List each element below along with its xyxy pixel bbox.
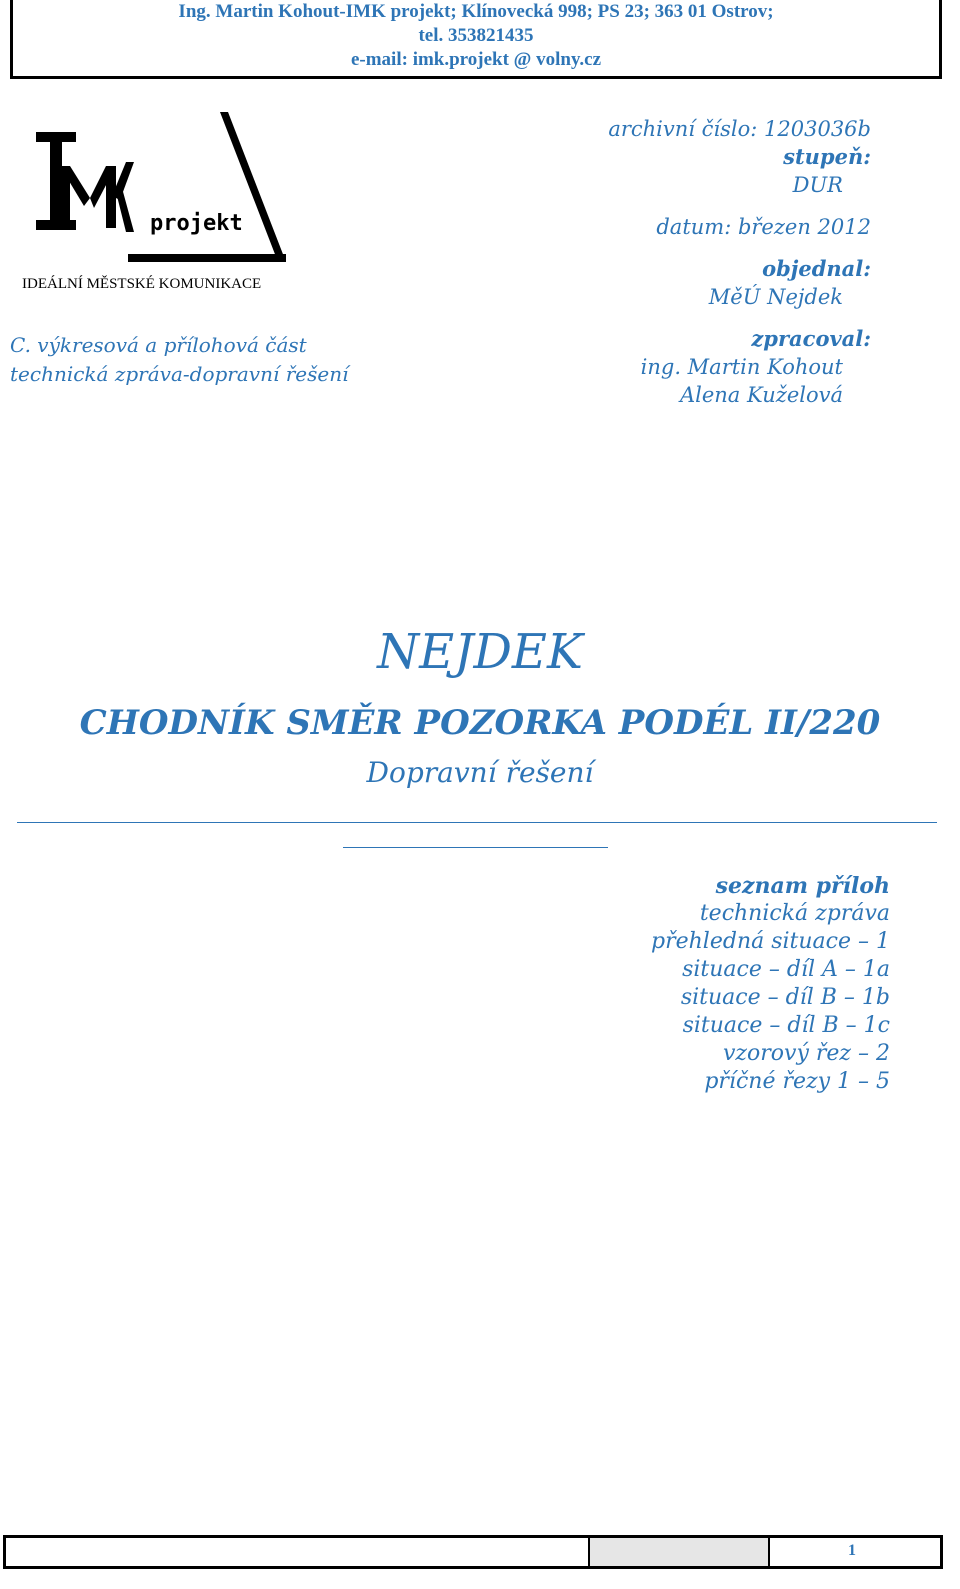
project-subtitle: CHODNÍK SMĚR POZORKA PODÉL II/220 [79,703,881,743]
logo-caption: IDEÁLNÍ MĚSTSKÉ KOMUNIKACE [22,276,262,292]
list-item: technická zpráva [699,901,890,926]
processed-value-1: ing. Martin Kohout [640,355,843,379]
ordered-value: MěÚ Nejdek [708,285,843,309]
footer-shaded-cell [588,1538,770,1566]
part-line-2: technická zpráva-dopravní řešení [10,362,349,386]
list-item: příčné řezy 1 – 5 [704,1069,890,1094]
attachments-heading: seznam příloh [715,873,890,899]
header-line-1: Ing. Martin Kohout-IMK projekt; Klínovecká 998; PS 23; 363 01 Ostrov; [178,1,774,22]
processed-label: zpracoval: [751,326,871,351]
divider-line [17,822,937,823]
document-part-info [10,331,348,389]
document-header [10,0,942,79]
list-item: vzorový řez – 2 [723,1041,890,1066]
page-number: 1 [848,1542,856,1559]
document-meta [551,115,871,409]
section-subtitle: Dopravní řešení [366,756,594,789]
list-item: přehledná situace – 1 [651,929,890,954]
date: datum: březen 2012 [656,215,871,239]
header-line-3: e-mail: imk.projekt @ volny.cz [350,49,602,70]
page-footer [3,1535,943,1569]
list-item: situace – díl B – 1b [680,985,890,1010]
logo-word: projekt [150,211,243,236]
archive-number: archivní číslo: 1203036b [608,117,871,141]
stage-label: stupeň: [783,144,871,169]
divider-line-short [343,847,608,848]
imk-logo [10,112,300,296]
processed-value-2: Alena Kuželová [679,383,843,407]
part-line-1: C. výkresová a přílohová část [10,333,307,357]
list-item: situace – díl A – 1a [682,957,890,982]
attachments-list [651,872,890,1096]
header-line-2: tel. 353821435 [418,25,534,46]
list-item: situace – díl B – 1c [682,1013,890,1038]
page-title: NEJDEK [377,624,583,680]
ordered-label: objednal: [762,256,871,281]
stage-value: DUR [792,173,843,197]
